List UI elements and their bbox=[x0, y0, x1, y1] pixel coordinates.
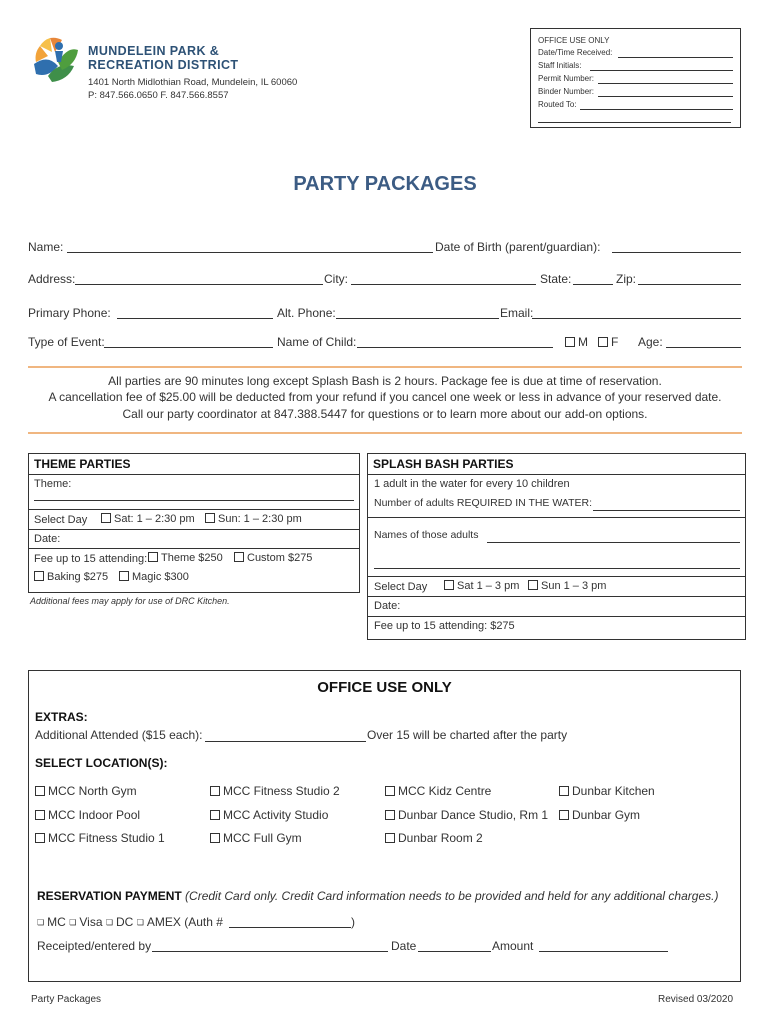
additional-attended-label: Additional Attended ($15 each): bbox=[35, 728, 203, 742]
city-label: City: bbox=[324, 272, 348, 286]
office-row-label: Date/Time Received: bbox=[538, 48, 613, 57]
amount-field[interactable] bbox=[539, 951, 668, 952]
location-label: MCC Kidz Centre bbox=[398, 784, 492, 798]
address-field[interactable] bbox=[75, 284, 323, 285]
auth-number-field[interactable] bbox=[229, 927, 351, 928]
receipted-label: Receipted/entered by bbox=[37, 939, 152, 953]
office-use-section bbox=[28, 670, 741, 982]
location-mcc-fitness-studio-1[interactable] bbox=[35, 831, 165, 845]
location-label: Dunbar Dance Studio, Rm 1 bbox=[398, 808, 549, 822]
checkbox-icon[interactable] bbox=[598, 337, 608, 347]
checkbox-icon[interactable] bbox=[35, 810, 45, 820]
theme-parties-title: THEME PARTIES bbox=[34, 457, 131, 471]
location-label: MCC Fitness Studio 2 bbox=[223, 784, 340, 798]
checkbox-icon[interactable]: ❏ bbox=[37, 918, 45, 927]
checkbox-icon[interactable] bbox=[35, 786, 45, 796]
splash-sat-option[interactable] bbox=[444, 580, 519, 592]
org-name bbox=[88, 44, 238, 72]
name-label: Name: bbox=[28, 240, 64, 254]
location-dunbar-dance-studio[interactable] bbox=[385, 808, 548, 822]
office-row-binder-number bbox=[538, 87, 733, 96]
office-use-box bbox=[530, 28, 741, 128]
splash-bash-box bbox=[367, 453, 746, 640]
divider bbox=[368, 596, 745, 597]
payment-visa-option[interactable] bbox=[69, 915, 102, 929]
checkbox-icon[interactable] bbox=[559, 810, 569, 820]
zip-label: Zip: bbox=[616, 272, 637, 286]
checkbox-icon[interactable] bbox=[234, 552, 244, 562]
location-label: Dunbar Kitchen bbox=[572, 784, 655, 798]
theme-sat-label: Sat: 1 – 2:30 pm bbox=[114, 513, 195, 525]
address-label: Address: bbox=[28, 272, 76, 286]
dob-label: Date of Birth (parent/guardian): bbox=[435, 240, 601, 254]
splash-fee: Fee up to 15 attending: $275 bbox=[374, 620, 515, 632]
info-line-3: Call our party coordinator at 847.388.5447 for questions or to learn more about our add-on options. bbox=[122, 407, 648, 421]
location-label: MCC Indoor Pool bbox=[48, 808, 141, 822]
org-name-line1: MUNDELEIN PARK & bbox=[88, 44, 220, 58]
email-label: Email: bbox=[500, 306, 534, 320]
extras-heading: EXTRAS: bbox=[35, 710, 88, 724]
splash-adults-required-label: Number of adults REQUIRED IN THE WATER: bbox=[374, 497, 593, 509]
splash-ratio: 1 adult in the water for every 10 children bbox=[374, 478, 570, 490]
location-label: Dunbar Gym bbox=[572, 808, 641, 822]
theme-field[interactable] bbox=[34, 500, 354, 501]
office-row-permit-number bbox=[538, 74, 733, 83]
payment-dc-option[interactable] bbox=[106, 915, 134, 929]
divider-bottom bbox=[28, 432, 742, 434]
org-address: 1401 North Midlothian Road, Mundelein, IL 60060 bbox=[88, 77, 298, 88]
payment-heading-bold: RESERVATION PAYMENT bbox=[37, 889, 182, 903]
splash-sat-label: Sat 1 – 3 pm bbox=[457, 580, 520, 592]
checkbox-icon[interactable] bbox=[210, 833, 220, 843]
auth-close-paren: ) bbox=[351, 915, 355, 929]
location-label: Dunbar Room 2 bbox=[398, 831, 483, 845]
checkbox-icon[interactable]: ❏ bbox=[136, 918, 144, 927]
logo-graphic bbox=[28, 32, 80, 84]
zip-field[interactable] bbox=[638, 284, 741, 285]
checkbox-icon[interactable] bbox=[210, 786, 220, 796]
location-mcc-full-gym[interactable] bbox=[210, 831, 302, 845]
splash-adult-names-field-1[interactable] bbox=[487, 542, 740, 543]
reservation-payment-heading bbox=[37, 889, 718, 903]
splash-date-label: Date: bbox=[374, 600, 401, 612]
gender-f-option[interactable] bbox=[598, 335, 618, 349]
location-label: MCC North Gym bbox=[48, 784, 137, 798]
location-label: MCC Fitness Studio 1 bbox=[48, 831, 165, 845]
office-row-staff-initials bbox=[538, 61, 733, 70]
location-mcc-kidz-centre[interactable] bbox=[385, 784, 491, 798]
child-name-label: Name of Child: bbox=[277, 335, 357, 349]
checkbox-icon[interactable]: ❏ bbox=[69, 918, 77, 927]
office-row-line[interactable] bbox=[598, 83, 733, 84]
payment-amex-option[interactable] bbox=[137, 915, 223, 929]
checkbox-icon[interactable] bbox=[34, 571, 44, 581]
payment-options bbox=[37, 915, 223, 929]
info-line-2: A cancellation fee of $25.00 will be deducted from your refund if you cancel one week or less in advance of your reserved date. bbox=[48, 390, 722, 404]
divider bbox=[29, 474, 359, 475]
location-label: MCC Full Gym bbox=[223, 831, 302, 845]
office-row-line[interactable] bbox=[618, 57, 733, 58]
alt-phone-label: Alt. Phone: bbox=[277, 306, 336, 320]
footer-revision: Revised 03/2020 bbox=[658, 994, 734, 1005]
theme-date-label: Date: bbox=[34, 533, 61, 545]
office-date-field[interactable] bbox=[418, 951, 491, 952]
org-phone: P: 847.566.0650 F. 847.566.8557 bbox=[88, 90, 229, 101]
age-field[interactable] bbox=[666, 347, 741, 348]
theme-sun-option[interactable] bbox=[205, 513, 302, 525]
event-type-label: Type of Event: bbox=[28, 335, 105, 349]
amount-label: Amount bbox=[492, 939, 534, 953]
office-row-line[interactable] bbox=[580, 109, 733, 110]
divider bbox=[29, 529, 359, 530]
checkbox-icon[interactable] bbox=[385, 786, 395, 796]
location-label: MCC Activity Studio bbox=[223, 808, 329, 822]
theme-select-day-label: Select Day bbox=[34, 514, 88, 526]
office-date-label: Date bbox=[391, 939, 417, 953]
theme-label: Theme: bbox=[34, 478, 72, 490]
theme-kitchen-note: Additional fees may apply for use of DRC Kitchen. bbox=[30, 596, 230, 606]
checkbox-icon[interactable] bbox=[385, 833, 395, 843]
theme-fee-label: Fee up to 15 attending: bbox=[34, 553, 148, 565]
info-line-1: All parties are 90 minutes long except Splash Bash is 2 hours. Package fee is due at time of reservation. bbox=[108, 374, 662, 388]
divider bbox=[368, 616, 745, 617]
office-row-label: Permit Number: bbox=[538, 74, 595, 83]
name-field[interactable] bbox=[67, 252, 433, 253]
dob-field[interactable] bbox=[612, 252, 741, 253]
checkbox-icon[interactable] bbox=[101, 513, 111, 523]
theme-option-magic[interactable] bbox=[119, 571, 189, 583]
over15-note: Over 15 will be charted after the party bbox=[367, 728, 568, 742]
office-row-line[interactable] bbox=[598, 96, 733, 97]
district-logo bbox=[28, 32, 80, 84]
theme-option-theme-label: Theme $250 bbox=[161, 552, 223, 564]
age-label: Age: bbox=[638, 335, 663, 349]
splash-sun-option[interactable] bbox=[528, 580, 606, 592]
office-row-label: Binder Number: bbox=[538, 87, 595, 96]
location-mcc-indoor-pool[interactable] bbox=[35, 808, 140, 822]
checkbox-icon[interactable] bbox=[119, 571, 129, 581]
theme-option-baking[interactable] bbox=[34, 571, 108, 583]
office-extra-line[interactable] bbox=[538, 122, 731, 123]
checkbox-icon[interactable] bbox=[559, 786, 569, 796]
divider bbox=[29, 548, 359, 549]
theme-parties-box bbox=[28, 453, 360, 593]
org-name-line2: RECREATION DISTRICT bbox=[88, 58, 239, 72]
theme-option-custom[interactable] bbox=[234, 552, 312, 564]
divider bbox=[29, 509, 359, 510]
state-field[interactable] bbox=[573, 284, 613, 285]
checkbox-icon[interactable]: ❏ bbox=[105, 918, 114, 927]
divider-top bbox=[28, 366, 742, 368]
primary-phone-label: Primary Phone: bbox=[28, 306, 111, 320]
child-name-field[interactable] bbox=[357, 347, 553, 348]
payment-amex-label: AMEX (Auth # bbox=[146, 915, 223, 929]
checkbox-icon[interactable] bbox=[385, 810, 395, 820]
state-label: State: bbox=[540, 272, 572, 286]
alt-phone-field[interactable] bbox=[336, 318, 499, 319]
event-type-field[interactable] bbox=[104, 347, 273, 348]
theme-option-magic-label: Magic $300 bbox=[132, 571, 189, 583]
office-row-date-time bbox=[538, 48, 733, 57]
splash-adults-required-field[interactable] bbox=[593, 510, 740, 511]
payment-dc-label: DC bbox=[116, 915, 134, 929]
location-mcc-activity-studio[interactable] bbox=[210, 808, 328, 822]
checkbox-icon[interactable] bbox=[205, 513, 215, 523]
theme-option-theme[interactable] bbox=[148, 552, 223, 564]
theme-option-baking-label: Baking $275 bbox=[47, 571, 109, 583]
splash-adult-names-label: Names of those adults bbox=[374, 529, 479, 541]
location-mcc-north-gym[interactable] bbox=[35, 784, 137, 798]
office-row-label: Routed To: bbox=[538, 100, 577, 109]
gender-m-label: M bbox=[578, 335, 588, 349]
location-dunbar-room-2[interactable] bbox=[385, 831, 483, 845]
email-field[interactable] bbox=[532, 318, 741, 319]
receipted-field[interactable] bbox=[152, 951, 388, 952]
gender-f-label: F bbox=[611, 335, 619, 349]
gender-m-option[interactable] bbox=[565, 335, 588, 349]
theme-sat-option[interactable] bbox=[101, 513, 195, 525]
splash-sun-label: Sun 1 – 3 pm bbox=[541, 580, 607, 592]
additional-attended-field[interactable] bbox=[205, 741, 366, 742]
location-dunbar-gym[interactable] bbox=[559, 808, 640, 822]
splash-bash-title: SPLASH BASH PARTIES bbox=[373, 457, 514, 471]
location-dunbar-kitchen[interactable] bbox=[559, 784, 655, 798]
splash-select-day-label: Select Day bbox=[374, 581, 428, 593]
theme-sun-label: Sun: 1 – 2:30 pm bbox=[218, 513, 302, 525]
primary-phone-field[interactable] bbox=[117, 318, 273, 319]
payment-mc-label: MC bbox=[47, 915, 66, 929]
org-contact bbox=[88, 76, 297, 102]
checkbox-icon[interactable] bbox=[528, 580, 538, 590]
office-row-label: Staff Initials: bbox=[538, 61, 582, 70]
payment-visa-label: Visa bbox=[79, 915, 103, 929]
payment-mc-option[interactable] bbox=[37, 915, 66, 929]
checkbox-icon[interactable] bbox=[35, 833, 45, 843]
office-section-title: OFFICE USE ONLY bbox=[317, 679, 452, 696]
theme-option-custom-label: Custom $275 bbox=[247, 552, 313, 564]
page-title: PARTY PACKAGES bbox=[293, 173, 477, 195]
select-location-heading: SELECT LOCATION(S): bbox=[35, 756, 168, 770]
divider bbox=[368, 474, 745, 475]
footer-title: Party Packages bbox=[31, 994, 102, 1005]
checkbox-icon[interactable] bbox=[210, 810, 220, 820]
checkbox-icon[interactable] bbox=[444, 580, 454, 590]
office-use-box-title: OFFICE USE ONLY bbox=[538, 36, 610, 45]
divider bbox=[368, 576, 745, 577]
office-row-routed-to bbox=[538, 100, 733, 109]
payment-heading-note: (Credit Card only. Credit Card information needs to be provided and held for any additional charges.) bbox=[185, 889, 719, 903]
location-mcc-fitness-studio-2[interactable] bbox=[210, 784, 340, 798]
splash-adult-names-field-2[interactable] bbox=[374, 568, 740, 569]
checkbox-icon[interactable] bbox=[565, 337, 575, 347]
office-row-line[interactable] bbox=[590, 70, 733, 71]
divider bbox=[368, 517, 745, 518]
city-field[interactable] bbox=[351, 284, 536, 285]
checkbox-icon[interactable] bbox=[148, 552, 158, 562]
